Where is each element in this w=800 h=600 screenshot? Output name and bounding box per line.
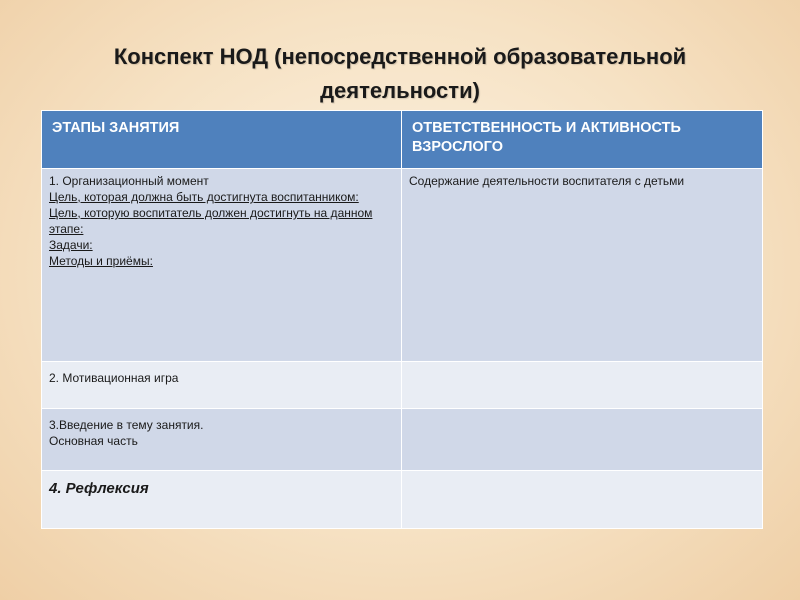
stage-methods: Методы и приёмы: — [49, 254, 153, 268]
table-row — [42, 362, 763, 409]
stage-title: 4. Рефлексия — [49, 480, 149, 497]
activity-cell — [402, 362, 763, 409]
header-stages: ЭТАПЫ ЗАНЯТИЯ — [42, 111, 402, 169]
activity-cell — [402, 471, 763, 529]
stage-tasks: Задачи: — [49, 238, 93, 252]
table-header-row — [42, 111, 763, 169]
stage-subtitle: Основная часть — [49, 434, 138, 448]
stage-title: 3.Введение в тему занятия. — [49, 418, 204, 432]
table-row — [42, 471, 763, 529]
table-row — [42, 169, 763, 362]
stage-teacher-goal: Цель, которую воспитатель должен достигнуть на данном этапе: — [49, 206, 373, 236]
stage-cell — [42, 169, 402, 362]
stage-title: 2. Мотивационная игра — [49, 371, 179, 385]
lesson-plan-table — [41, 110, 763, 529]
activity-cell — [402, 409, 763, 471]
stage-title: 1. Организационный момент — [49, 174, 209, 188]
activity-cell — [402, 169, 763, 362]
table-row — [42, 409, 763, 471]
header-adult-responsibility: ОТВЕТСТВЕННОСТЬ И АКТИВНОСТЬ ВЗРОСЛОГО — [402, 111, 763, 169]
page-title: Конспект НОД (непосредственной образовательной деятельности) — [113, 44, 687, 103]
stage-cell — [42, 471, 402, 529]
stage-cell — [42, 362, 402, 409]
stage-cell — [42, 409, 402, 471]
stage-goal: Цель, которая должна быть достигнута воспитанником: — [49, 190, 359, 204]
activity-text: Содержание деятельности воспитателя с детьми — [409, 174, 685, 188]
